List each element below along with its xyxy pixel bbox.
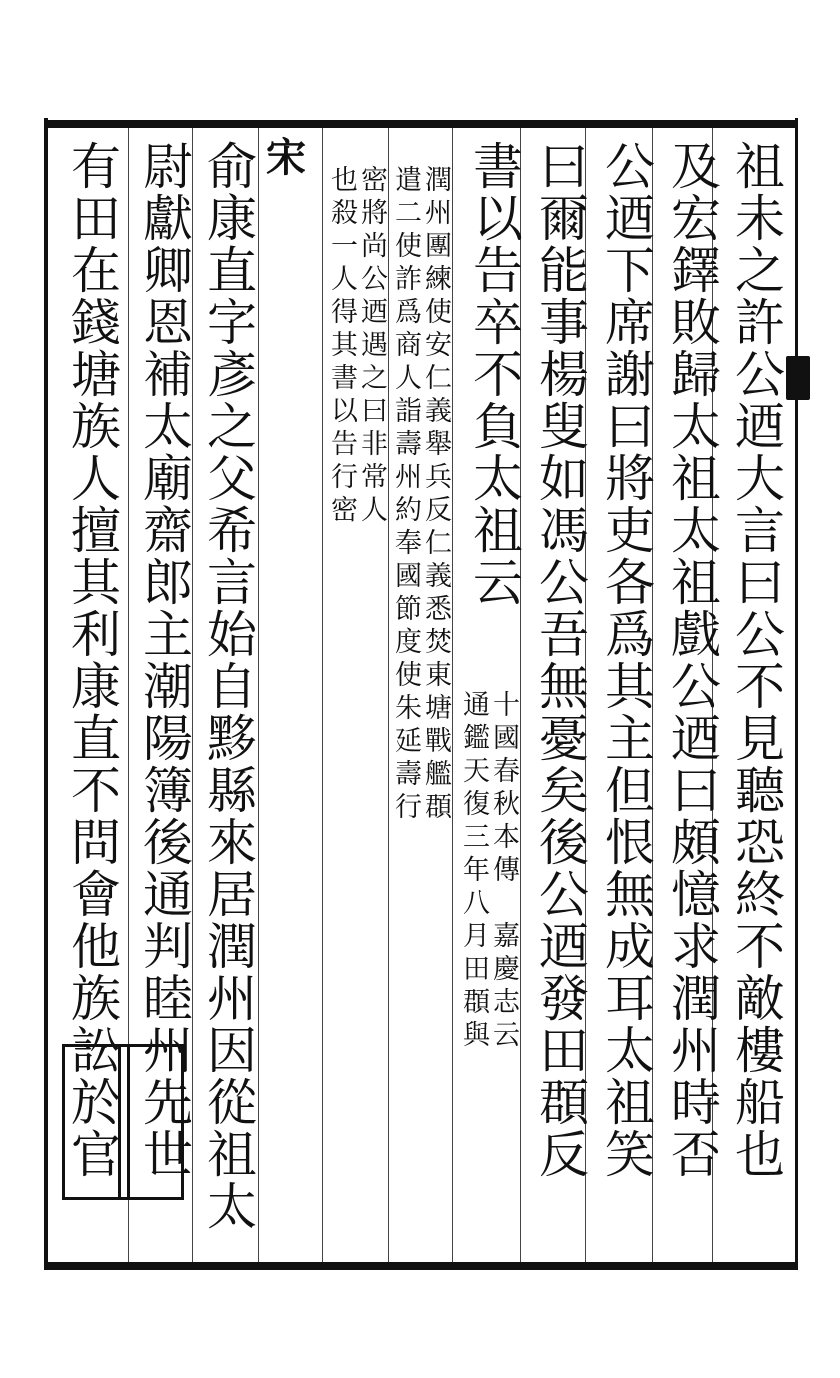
text-column-7: 尉獻卿恩補太廟齋郎主潮陽簿後通判睦州先世	[135, 140, 193, 1180]
text-column-2: 及宏鐸敗歸太祖太祖戲公迺曰頗憶求潤州時否	[663, 140, 721, 1180]
column-divider	[452, 128, 453, 1262]
column-divider	[258, 128, 259, 1262]
text-column-5: 書以告卒不負太祖云	[465, 140, 523, 608]
annotation-c-left: 也殺一人得其書以告行密	[326, 165, 357, 528]
stamp-outline	[62, 1044, 130, 1200]
bottom-border-rule	[44, 1262, 796, 1270]
text-column-6: 俞康直字彥之父希言始自黟縣來居潤州因從祖太	[199, 140, 257, 1232]
text-column-4: 曰爾能事楊叟如馮公吾無憂矣後公迺發田頵反	[531, 140, 589, 1180]
annotation-a-left: 通鑑天復三年八月田頵與	[458, 690, 489, 1053]
annotation-c-right: 密將尚公迺遇之曰非常人	[356, 165, 387, 528]
text-column-1: 祖未之許公迺大言曰公不見聽恐終不敵樓船也	[727, 140, 785, 1180]
column-divider	[388, 128, 389, 1262]
annotation-a-right: 十國春秋本傳 嘉慶志云	[488, 690, 519, 1053]
fold-tab-mark	[786, 356, 810, 400]
top-border-rule	[44, 120, 796, 128]
right-border-rule	[795, 118, 798, 1270]
annotation-b-right: 潤州團練使安仁義舉兵反仁義悉焚東塘戰艦頵	[420, 165, 451, 825]
left-border-rule	[44, 118, 48, 1270]
column-divider	[322, 128, 323, 1262]
text-column-3: 公迺下席謝曰將吏各爲其主但恨無成耳太祖笑	[597, 140, 655, 1180]
annotation-b-left: 遣二使詐爲商人詣壽州約奉國節度使朱延壽行	[390, 165, 421, 825]
dynasty-label: 宋	[266, 134, 306, 181]
text-column-8: 有田在錢塘族人擅其利康直不問會他族訟於官	[63, 140, 121, 1180]
